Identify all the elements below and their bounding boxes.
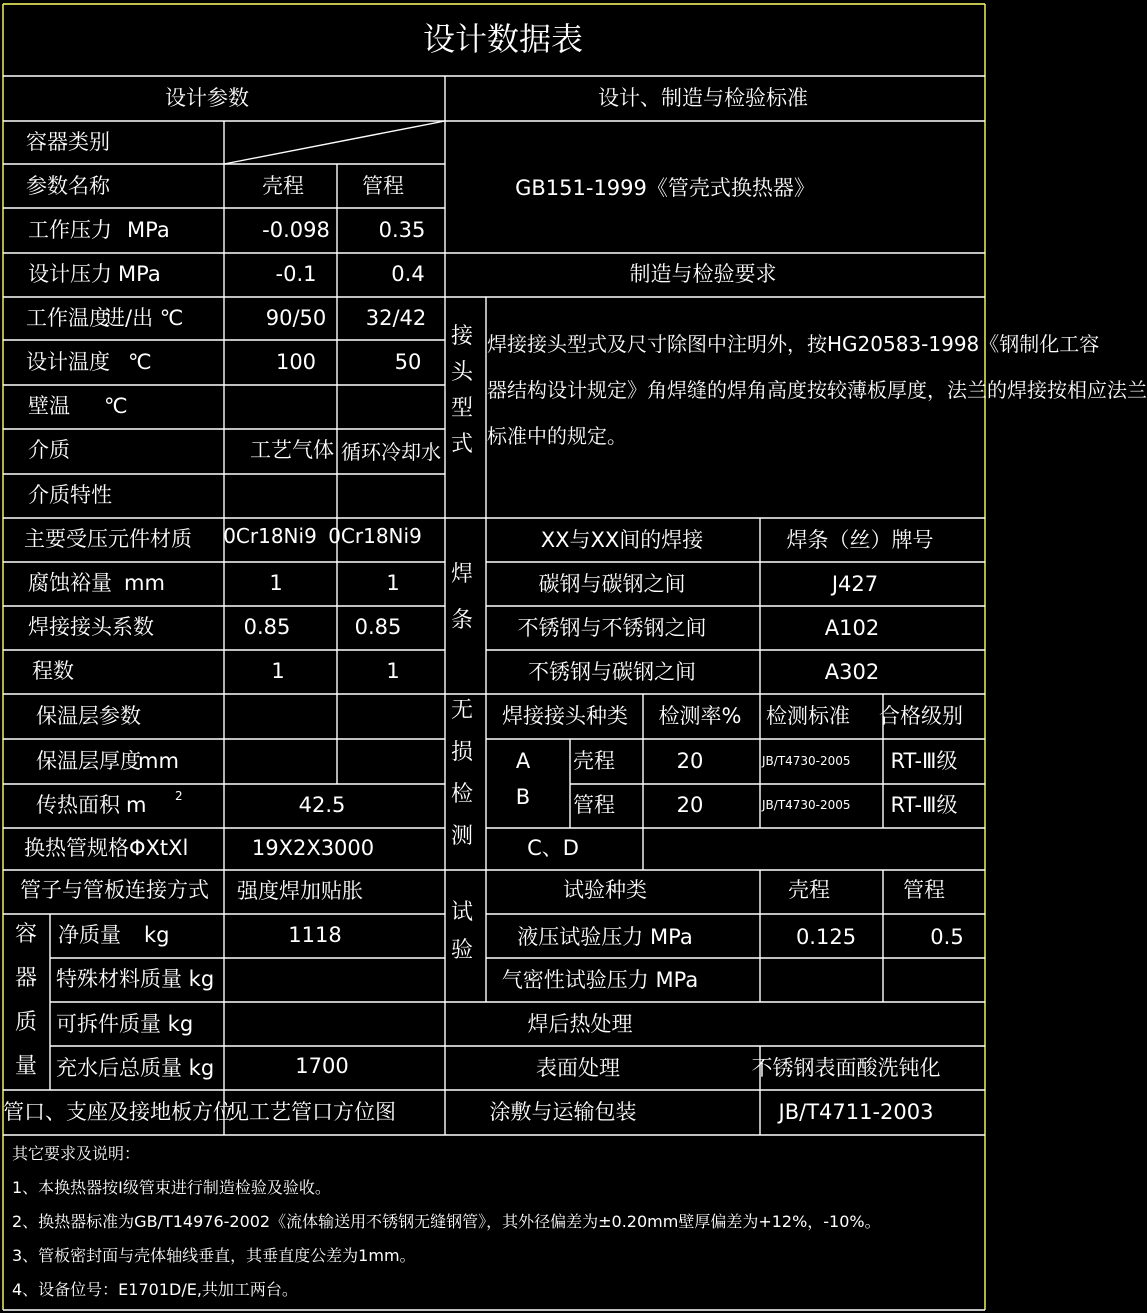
medium-shell: 工艺气体 [250, 438, 334, 462]
note-2: 2、换热器标准为GB/T14976-2002《流体输送用不锈钢无缝钢管》，其外径偏差为±0.20mm壁厚偏差为+12%，-10%。 [12, 1212, 881, 1231]
nozzle-value: 见工艺管口方位图 [228, 1100, 396, 1124]
full-mass-value: 1700 [295, 1054, 349, 1078]
net-mass-label: 净质量 [58, 923, 121, 947]
test-header-tube: 管程 [903, 878, 945, 902]
pwht-label: 焊后热处理 [527, 1012, 633, 1036]
wall-temp-unit: ℃ [104, 394, 128, 418]
area-label: 传热面积 [36, 793, 120, 817]
joint-text-line-2: 器结构设计规定》角焊缝的焊角高度按较薄板厚度，法兰的焊接按相应法兰 [487, 378, 1147, 402]
material-label: 主要受压元件材质 [24, 527, 192, 551]
joint-coef-shell: 0.85 [243, 615, 291, 639]
ndt-row-1-rate: 20 [676, 749, 704, 773]
ndt-row-2-type: 管程 [573, 793, 615, 817]
design-temp-unit: ℃ [128, 350, 152, 374]
work-temp-shell: 90/50 [265, 306, 327, 330]
work-temp-label: 工作温度 [26, 306, 110, 330]
welding-row-3-desc: 不锈钢与碳钢之间 [528, 660, 696, 684]
mfg-title: 制造与检验要求 [629, 262, 777, 286]
test-header-shell: 壳程 [788, 878, 830, 902]
removable-mass-label: 可拆件质量 kg [56, 1012, 194, 1036]
design-pressure-tube: 0.4 [391, 262, 425, 286]
welding-col1-header: XX与XX间的焊接 [540, 528, 704, 552]
work-pressure-tube: 0.35 [378, 218, 426, 242]
ndt-header-joint: 焊接接头种类 [502, 704, 628, 728]
welding-row-1-brand: J427 [831, 572, 879, 596]
ndt-side-label: 无 损 检 测 [450, 698, 473, 849]
hydro-test-tube: 0.5 [930, 925, 964, 949]
surface-label: 表面处理 [536, 1056, 620, 1080]
passes-label: 程数 [32, 659, 74, 683]
work-temp-tube: 32/42 [365, 306, 427, 330]
net-mass-unit: kg [144, 923, 170, 947]
standard-text: GB151-1999《管壳式换热器》 [515, 176, 815, 200]
wall-temp-label: 壁温 [28, 394, 70, 418]
tube-conn-label: 管子与管板连接方式 [20, 878, 209, 902]
corrosion-unit: mm [124, 571, 165, 595]
vessel-category-label: 容器类别 [26, 130, 110, 154]
ndt-cd: C、D [527, 836, 579, 860]
design-temp-shell: 100 [275, 350, 317, 374]
ndt-row-1-cat: A [515, 749, 531, 773]
net-mass-value: 1118 [288, 923, 342, 947]
note-1: 1、本换热器按Ⅰ级管束进行制造检验及验收。 [12, 1178, 331, 1197]
coating-label: 涂敷与运输包装 [489, 1100, 637, 1124]
special-mass-label: 特殊材料质量 kg [56, 967, 215, 991]
note-3: 3、管板密封面与壳体轴线垂直，其垂直度公差为1mm。 [12, 1246, 416, 1265]
insulation-thk-unit: mm [138, 749, 179, 773]
joint-coef-tube: 0.85 [354, 615, 402, 639]
medium-prop-label: 介质特性 [28, 483, 112, 507]
work-pressure-shell: -0.098 [262, 218, 330, 242]
medium-tube: 循环冷却水 [341, 440, 441, 464]
welding-row-1-desc: 碳钢与碳钢之间 [538, 572, 686, 596]
standards-header: 设计、制造与检验标准 [598, 86, 808, 110]
coating-value: JB/T4711-2003 [778, 1100, 934, 1124]
ndt-row-2-cat: B [515, 785, 531, 809]
area-unit: m [126, 793, 147, 817]
surface-value: 不锈钢表面酸洗钝化 [751, 1056, 941, 1080]
medium-label: 介质 [28, 438, 70, 462]
tube-spec-label: 换热管规格ΦXtXl [24, 836, 189, 860]
insulation-thk-label: 保温层厚度 [36, 749, 141, 773]
ndt-row-1-std: JB/T4730-2005 [762, 754, 851, 768]
work-temp-unit: 进/出 ℃ [104, 306, 184, 330]
joint-side-label: 接 头 型 式 [450, 324, 473, 457]
notes-title: 其它要求及说明： [12, 1144, 141, 1163]
hydro-test-shell: 0.125 [795, 925, 857, 949]
work-pressure-unit: MPa [127, 218, 170, 242]
joint-text-line-1: 焊接接头型式及尺寸除图中注明外，按HG20583-1998《钢制化工容 [487, 332, 1100, 356]
area-value: 42.5 [298, 793, 346, 817]
note-4: 4、设备位号：E1701D/E,共加工两台。 [12, 1280, 298, 1299]
design-pressure-shell: -0.1 [275, 262, 317, 286]
ndt-row-1-level: RT-Ⅲ级 [890, 749, 958, 773]
passes-shell: 1 [271, 659, 285, 683]
ndt-header-level: 合格级别 [879, 704, 963, 728]
material-tube: 0Cr18Ni9 [328, 524, 422, 548]
insulation-label: 保温层参数 [36, 704, 141, 728]
welding-row-2-brand: A102 [824, 616, 880, 640]
ndt-row-1-type: 壳程 [573, 749, 615, 773]
full-mass-label: 充水后总质量 kg [56, 1056, 215, 1080]
design-params-header: 设计参数 [165, 86, 249, 110]
passes-tube: 1 [386, 659, 400, 683]
ndt-row-2-rate: 20 [676, 793, 704, 817]
test-header-type: 试验种类 [563, 878, 647, 902]
hydro-test-label: 液压试验压力 MPa [517, 925, 693, 949]
material-shell: 0Cr18Ni9 [223, 524, 317, 548]
test-side-label: 试 验 [450, 900, 473, 963]
shell-header: 壳程 [262, 174, 304, 198]
corrosion-tube: 1 [386, 571, 400, 595]
table-title: 设计数据表 [422, 20, 584, 58]
welding-col2-header: 焊条（丝）牌号 [786, 528, 934, 552]
ndt-header-rate: 检测率% [658, 704, 742, 728]
nozzle-label: 管口、支座及接地板方位 [3, 1100, 234, 1124]
mass-group-label: 容 器 质 量 [14, 922, 37, 1079]
joint-coef-label: 焊接接头系数 [28, 615, 154, 639]
tube-conn-value: 强度焊加贴胀 [237, 879, 363, 903]
welding-row-2-desc: 不锈钢与不锈钢之间 [517, 616, 707, 640]
work-pressure-label: 工作压力 [28, 218, 112, 242]
welding-side-label: 焊 条 [450, 562, 473, 633]
design-pressure-label: 设计压力 [28, 262, 112, 286]
corrosion-shell: 1 [269, 571, 283, 595]
air-test-label: 气密性试验压力 MPa [501, 968, 699, 992]
tube-header: 管程 [362, 174, 404, 198]
welding-row-3-brand: A302 [824, 660, 880, 684]
ndt-row-2-level: RT-Ⅲ级 [890, 793, 958, 817]
area-unit-sup: 2 [175, 789, 183, 803]
param-name-label: 参数名称 [26, 174, 110, 198]
design-temp-tube: 50 [394, 350, 422, 374]
ndt-row-2-std: JB/T4730-2005 [762, 798, 851, 812]
joint-text-line-3: 标准中的规定。 [487, 424, 627, 448]
ndt-header-std: 检测标准 [766, 704, 850, 728]
tube-spec-value: 19X2X3000 [251, 836, 375, 860]
design-temp-label: 设计温度 [26, 350, 110, 374]
corrosion-label: 腐蚀裕量 [28, 571, 112, 595]
design-pressure-unit: MPa [118, 262, 161, 286]
